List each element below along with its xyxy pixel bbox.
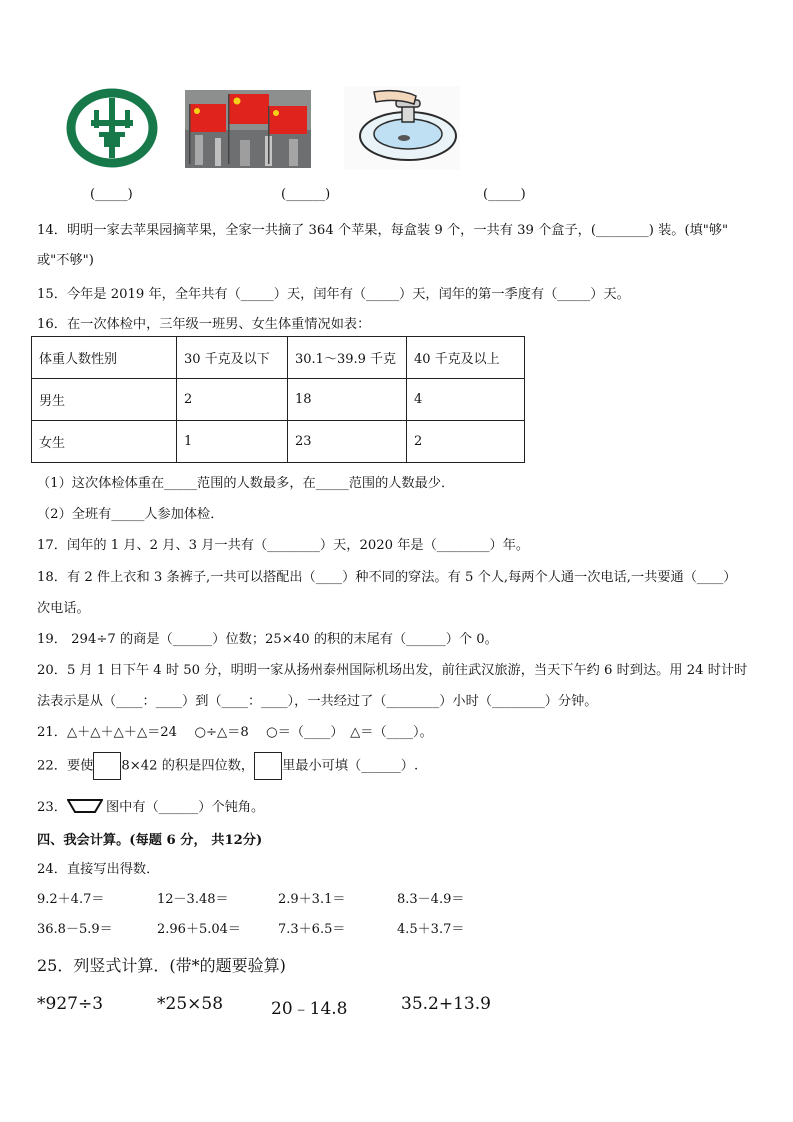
- vertical-calc-item: *25×58: [157, 994, 224, 1014]
- question-20-line-1: 20．5 月 1 日下午 4 时 50 分，明明一家从扬州泰州国际机场出发，前往武汉旅游，当天下午约 6 时到达。用 24 时计时: [37, 663, 748, 678]
- flags-photo: [185, 90, 311, 168]
- sink-faucet-icon: [344, 86, 460, 170]
- calc-item: 2.96＋5.04＝: [157, 922, 241, 937]
- table-cell: 2: [407, 421, 525, 463]
- table-cell: 18: [288, 379, 407, 421]
- table-header-cell: 30.1～39.9 千克: [288, 337, 407, 379]
- table-header-cell: 40 千克及以上: [407, 337, 525, 379]
- table-cell: 女生: [32, 421, 177, 463]
- question-22-prefix: 22．要使: [37, 758, 94, 774]
- question-20-line-2: 法表示是从（____：____）到（____：____），一共经过了（________）小时（________）分钟。: [37, 694, 598, 709]
- answer-box: [254, 752, 282, 780]
- question-16-intro: 16．在一次体检中，三年级一班男、女生体重情况如表：: [37, 317, 371, 332]
- calc-item: 2.9＋3.1＝: [278, 892, 346, 907]
- table-row: [32, 421, 525, 463]
- question-22-suffix: 里最小可填（______）.: [282, 758, 419, 774]
- calc-item: 36.8－5.9＝: [37, 922, 113, 937]
- question-23-suffix: 图中有（______）个钝角。: [105, 800, 265, 815]
- table-cell: 男生: [32, 379, 177, 421]
- question-18-line-2: 次电话。: [37, 601, 90, 616]
- question-22-middle: 8×42 的积是四位数，: [121, 758, 255, 774]
- table-cell: 4: [407, 379, 525, 421]
- question-16-sub-1: （1）这次体检体重在_____范围的人数最多，在_____范围的人数最少．: [37, 476, 455, 491]
- table-cell: 23: [288, 421, 407, 463]
- image-blank-3: (_____): [483, 187, 526, 202]
- image-blank-2: (______): [281, 187, 331, 202]
- vertical-calc-item: 35.2+13.9: [401, 994, 491, 1014]
- question-14-line-2: 或"不够"): [37, 253, 94, 268]
- question-19: 19． 294÷7 的商是（______）位数；25×40 的积的末尾有（______）个 0。: [37, 632, 498, 647]
- calc-item: 8.3－4.9＝: [397, 892, 465, 907]
- table-header-cell: 30 千克及以下: [177, 337, 288, 379]
- question-22: [37, 752, 418, 780]
- bank-logo-icon: [64, 88, 160, 168]
- question-15: 15．今年是 2019 年，全年共有（_____）天，闰年有（_____）天，闰年的第一季度有（_____）天。: [37, 287, 630, 302]
- question-14-line-1: 14．明明一家去苹果园摘苹果，全家一共摘了 364 个苹果，每盒装 9 个，一共有 39 个盒子，(________) 装。(填"够": [37, 223, 729, 238]
- table-header-row: [32, 337, 525, 379]
- calc-item: 7.3＋6.5＝: [278, 922, 346, 937]
- calc-item: 12－3.48＝: [157, 892, 229, 907]
- question-17: 17．闰年的 1 月、2 月、3 月一共有（________）天，2020 年是（________）年。: [37, 538, 530, 553]
- question-23-prefix: 23．: [37, 800, 67, 815]
- weight-table: [31, 336, 525, 463]
- vertical-calc-item: *927÷3: [37, 994, 104, 1014]
- question-18-line-1: 18．有 2 件上衣和 3 条裤子,一共可以搭配出（____）种不同的穿法。有 5 个人,每两个人通一次电话,一共要通（____）: [37, 570, 737, 585]
- question-21: 21．△＋△＋△＋△＝24 ○÷△＝8 ○＝（____） △＝（____）。: [37, 725, 433, 740]
- question-23: [37, 796, 264, 817]
- table-header-cell: 体重人数性别: [32, 337, 177, 379]
- table-cell: 2: [177, 379, 288, 421]
- image-blank-1: (_____): [90, 187, 133, 202]
- vertical-calc-item: 20﹣14.8: [271, 999, 348, 1019]
- trapezoid-icon: [67, 799, 103, 817]
- question-16-sub-2: （2）全班有_____人参加体检．: [37, 507, 224, 522]
- table-cell: 1: [177, 421, 288, 463]
- answer-box: [93, 752, 121, 780]
- calc-item: 4.5＋3.7＝: [397, 922, 465, 937]
- question-25-title: 25．列竖式计算．(带*的题要验算): [37, 956, 286, 975]
- section-4-heading: 四、我会计算。(每题 6 分， 共12分): [37, 833, 263, 848]
- question-24-title: 24．直接写出得数．: [37, 862, 160, 877]
- calc-item: 9.2＋4.7＝: [37, 892, 105, 907]
- table-row: [32, 379, 525, 421]
